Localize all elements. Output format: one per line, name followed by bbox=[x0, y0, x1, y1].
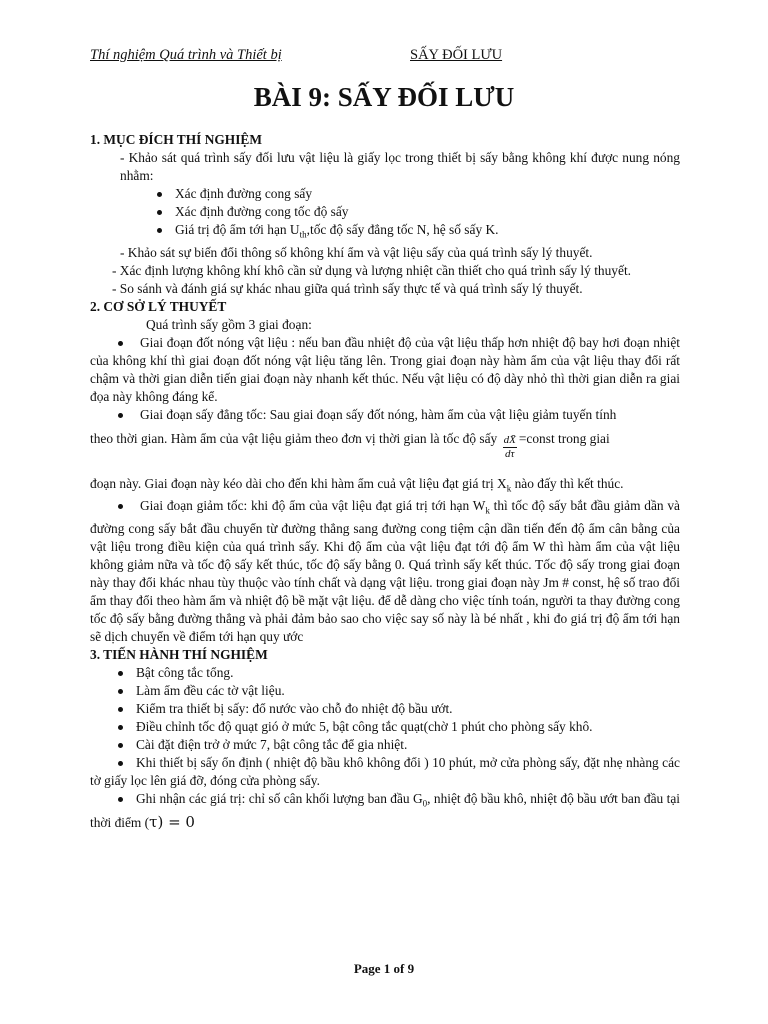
fraction-numerator: dX̄ bbox=[503, 433, 516, 446]
bullet-text: Xác định đường cong sấy bbox=[175, 186, 313, 201]
subscript: k bbox=[485, 506, 490, 517]
bullet-icon bbox=[118, 671, 123, 676]
section2-bullet-list-2 bbox=[90, 497, 680, 646]
bullet-text: thì tốc độ sấy bắt đầu giảm dần và đường cong sấy bắt đầu chuyển từ đường thẳng sang đường cong tiệm cận dần tiến đến độ ẩm cân bằng của vật liệu trong điều kiện của quá trình sấy. Khi độ ẩm của vật liệu đạt tới độ ẩm W thì hàm ẩm của vật liệu không giảm nữa và tốc độ sấy kết thúc, tốc độ sấy bằng 0. Quá trình sấy kết thúc. Tốc độ sấy trong giai đoạn này thay đổi khác nhau tùy thuộc vào tính chất và dạng vật liệu. trong giai đoạn này Jm # const, hệ số trao đổi ẩm thay đổi theo hàm ẩm và nhiệt độ bề mặt vật liệu. để dễ dàng cho việc tính toán, người ta thay đường cong tốc độ sấy bằng đường thẳng và phải đảm bảo sao cho việc say số này là bé nhất , khi đo giá trị độ ẩm tới hạn sẽ dịch chuyển về điểm tới hạn quy ước bbox=[90, 498, 681, 645]
step-text: Cài đặt điện trở ở mức 7, bật công tắc để gia nhiệt. bbox=[136, 737, 408, 753]
section1-item4: - So sánh và đánh giá sự khác nhau giữa quá trình sấy thực tế và quá trình sấy lý thuyết. bbox=[112, 280, 583, 296]
list-item bbox=[90, 185, 680, 203]
rate-fraction bbox=[503, 434, 517, 461]
step-text: Điều chỉnh tốc độ quạt gió ở mức 5, bật công tắc quạt(chờ 1 phút cho phòng sấy khô. bbox=[136, 719, 593, 735]
bullet-icon bbox=[118, 413, 123, 418]
document-title: BÀI 9: SẤY ĐỐI LƯU bbox=[253, 82, 515, 112]
section1-item3: - Xác định lượng không khí khô cần sử dụng và lượng nhiệt cần thiết cho quá trình sấy lý thuyết. bbox=[112, 262, 632, 278]
bullet-text: Xác định đường cong tốc độ sấy bbox=[175, 204, 349, 219]
document-body bbox=[90, 131, 680, 832]
step-text: , nhiệt độ bầu khô, nhiệt độ bầu ướt ban đầu tại thời điểm ( bbox=[90, 791, 680, 830]
bullet-text: Giai đoạn đốt nóng vật liệu : nếu ban đầu nhiệt độ của vật liệu thấp hơn nhiệt độ bay hơi đoạn nhiệt của không khí thì giai đoạn đốt nóng vật liệu tăng lên. Trong giai đoạn này hàm ẩm của vật liệu thay đổi rất chậm và thời gian diễn tiến giai đoạn này nhanh kết thúc. Nếu vật liệu có độ dày nhỏ thì thời gian diễn ra giai đọa này không đáng kể. bbox=[90, 334, 680, 404]
rate-text-end: =const trong giai bbox=[518, 430, 610, 446]
bullet-icon bbox=[118, 743, 123, 748]
list-item bbox=[90, 718, 680, 736]
bullet-icon bbox=[157, 228, 162, 233]
phase2-text-end: nào đấy thì kết thúc. bbox=[511, 475, 624, 491]
step-text: Ghi nhận các giá trị: chỉ số cân khối lượng ban đầu G bbox=[136, 791, 423, 807]
header-right-text: SẤY ĐỐI LƯU bbox=[410, 47, 503, 63]
list-item bbox=[90, 497, 680, 646]
list-item bbox=[90, 664, 680, 682]
bullet-icon bbox=[157, 192, 162, 197]
subscript: k bbox=[506, 483, 512, 494]
bullet-icon bbox=[118, 504, 123, 509]
section1-item2: - Khảo sát sự biến đổi thông số không khí ẩm và vật liệu sấy của quá trình sấy lý thuyết. bbox=[120, 244, 593, 260]
list-item bbox=[90, 736, 680, 754]
list-item bbox=[90, 790, 680, 832]
step-text: Khi thiết bị sấy ổn định ( nhiệt độ bầu khô không đổi ) 10 phút, mở cửa phòng sấy, đặt nhẹ nhàng các tờ giấy lọc lên giá đỡ, đóng cửa phòng sấy. bbox=[90, 755, 680, 789]
bullet-icon bbox=[118, 689, 123, 694]
fraction-denominator: dτ bbox=[505, 447, 515, 460]
bullet-text: Giai đoạn sấy đẳng tốc: Sau giai đoạn sấy đốt nóng, hàm ẩm của vật liệu giảm tuyến tính bbox=[140, 406, 617, 422]
bullet-icon bbox=[118, 707, 123, 712]
bullet-text: ,tốc độ sấy đẳng tốc N, hệ số sấy K. bbox=[306, 222, 499, 237]
list-item bbox=[90, 221, 680, 244]
section1-heading: 1. MỤC ĐÍCH THÍ NGHIỆM bbox=[90, 132, 262, 147]
list-item bbox=[90, 203, 680, 221]
list-item bbox=[90, 334, 680, 406]
section2-bullet-list bbox=[90, 334, 680, 424]
section1-intro: - Khảo sát quá trình sấy đối lưu vật liệu là giấy lọc trong thiết bị sấy bằng không khí được nung nóng nhằm: bbox=[120, 150, 680, 183]
step-text: Làm ẩm đều các tờ vật liệu. bbox=[136, 683, 285, 699]
section2-heading: 2. CƠ SỞ LÝ THUYẾT bbox=[90, 298, 227, 314]
subscript: th bbox=[299, 229, 307, 240]
page-header bbox=[90, 47, 690, 69]
page-footer: Page 1 of 9 bbox=[353, 961, 415, 976]
bullet-icon bbox=[118, 341, 123, 346]
phase2-text: đoạn này. Giai đoạn này kéo dài cho đến khi hàm ẩm cuả vật liệu đạt giá trị X bbox=[90, 475, 507, 491]
bullet-icon bbox=[157, 210, 162, 215]
bullet-icon bbox=[118, 761, 123, 766]
section3-heading: 3. TIẾN HÀNH THÍ NGHIỆM bbox=[90, 647, 268, 663]
step-text: Kiểm tra thiết bị sấy: đổ nước vào chỗ đo nhiệt độ bầu ướt. bbox=[136, 701, 453, 717]
step-text: Bật công tắc tổng. bbox=[136, 665, 234, 681]
bullet-text: Giá trị độ ẩm tới hạn U bbox=[175, 222, 300, 237]
bullet-text: Giai đoạn giảm tốc: khi độ ẩm của vật liệu đạt giá trị tới hạn W bbox=[140, 498, 486, 514]
list-item bbox=[90, 682, 680, 700]
list-item bbox=[90, 406, 680, 424]
bullet-icon bbox=[118, 797, 123, 802]
list-item bbox=[90, 700, 680, 718]
subscript: 0 bbox=[422, 798, 428, 809]
section3-step-list-2 bbox=[90, 754, 680, 832]
rate-text: theo thời gian. Hàm ẩm của vật liệu giảm theo đơn vị thời gian là tốc độ sấy bbox=[90, 430, 498, 446]
list-item bbox=[90, 754, 680, 790]
bullet-icon bbox=[118, 725, 123, 730]
header-left-text: Thí nghiệm Quá trình và Thiết bị bbox=[90, 47, 282, 63]
section2-phase2-end bbox=[90, 475, 680, 498]
section2-rate-line bbox=[90, 430, 680, 461]
section1-bullet-list bbox=[90, 185, 680, 244]
section3-step-list bbox=[90, 664, 680, 754]
section2-intro: Quá trình sấy gồm 3 giai đoạn: bbox=[146, 316, 312, 332]
math-expression: τ) = 0 bbox=[149, 812, 195, 831]
